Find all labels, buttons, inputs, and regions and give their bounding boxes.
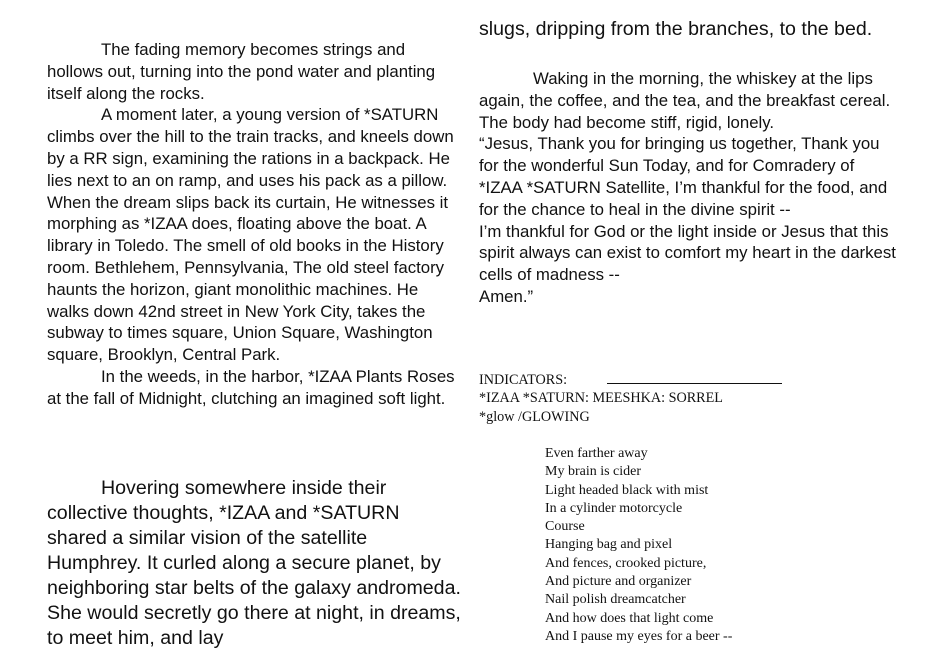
poem-line: Hanging bag and pixel	[545, 537, 673, 553]
poem-line: Even farther away	[545, 446, 648, 461]
paragraph-amen: Amen.”	[479, 286, 534, 306]
paragraph-saturn-climbs: A moment later, a young version of *SATURN climbs over the hill to the train tracks, and kneels down by a RR sign, examining the rations in a backpack. He lies next to an on ramp, and uses his pack as a pillow.	[47, 105, 454, 190]
indicators-heading	[479, 371, 899, 389]
paragraph-in-the-weeds: In the weeds, in the harbor, *IZAA Plants Roses at the fall of Midnight, clutching an imagined soft light.	[47, 366, 455, 408]
poem-line: Course	[545, 519, 585, 535]
indicators-line-1: *IZAA *SATURN: MEESHKA: SORREL	[479, 390, 723, 407]
poem-line: In a cylinder motorcycle	[545, 500, 683, 516]
indicators-line-2: *glow /GLOWING	[479, 408, 590, 425]
poem-line: And how does that light come	[545, 610, 714, 626]
indicators-label: INDICATORS:	[479, 372, 568, 388]
poem-line: Light headed black with mist	[545, 482, 709, 498]
paragraph-fading-memory: The fading memory becomes strings and hollows out, turning into the pond water and planting itself along the rocks.	[47, 40, 436, 103]
poem-line: And I pause my eyes for a beer --	[545, 628, 733, 644]
paragraph-dream-slips: When the dream slips back its curtain, He witnesses it morphing as *IZAA does, floating above the boat. A library in Toledo. The smell of old books in the History room. Bethlehem, Pennsylvania, The old steel factory haunts the horizon, giant monolithic machines. He walks down 42nd street in New York City, takes the subway to times square, Union Square, Washington square, Brooklyn, Central Park.	[47, 192, 449, 365]
poem-line: And picture and organizer	[545, 574, 692, 590]
indicators-section	[479, 371, 899, 426]
indicators-underline	[607, 373, 782, 384]
paragraph-slugs: slugs, dripping from the branches, to the bed.	[479, 18, 873, 40]
poem-line: My brain is cider	[545, 464, 642, 480]
right-text-block	[479, 68, 899, 308]
left-text-block	[47, 39, 462, 410]
paragraph-prayer: “Jesus, Thank you for bringing us together, Thank you for the wonderful Sun Today, and for Comradery of *IZAA *SATURN Satellite, I’m thankful for the food, and for the chance to heal in the divine spirit --	[479, 134, 888, 219]
poem	[545, 445, 885, 646]
poem-line: Nail polish dreamcatcher	[545, 592, 686, 608]
paragraph-waking: Waking in the morning, the whiskey at the lips again, the coffee, and the tea, and the breakfast cereal. The body had become stiff, rigid, lonely.	[479, 69, 891, 132]
paragraph-hovering: Hovering somewhere inside their collective thoughts, *IZAA and *SATURN shared a similar vision of the satellite Humphrey. It curled along a secure planet, by neighboring star belts of the galaxy andromeda. She would secretly go there at night, in dreams, to meet him, and lay	[47, 477, 461, 649]
paragraph-thankful: I’m thankful for God or the light inside or Jesus that this spirit always can exist to comfort my heart in the darkest cells of madness --	[479, 221, 896, 285]
poem-line: And fences, crooked picture,	[545, 555, 707, 571]
